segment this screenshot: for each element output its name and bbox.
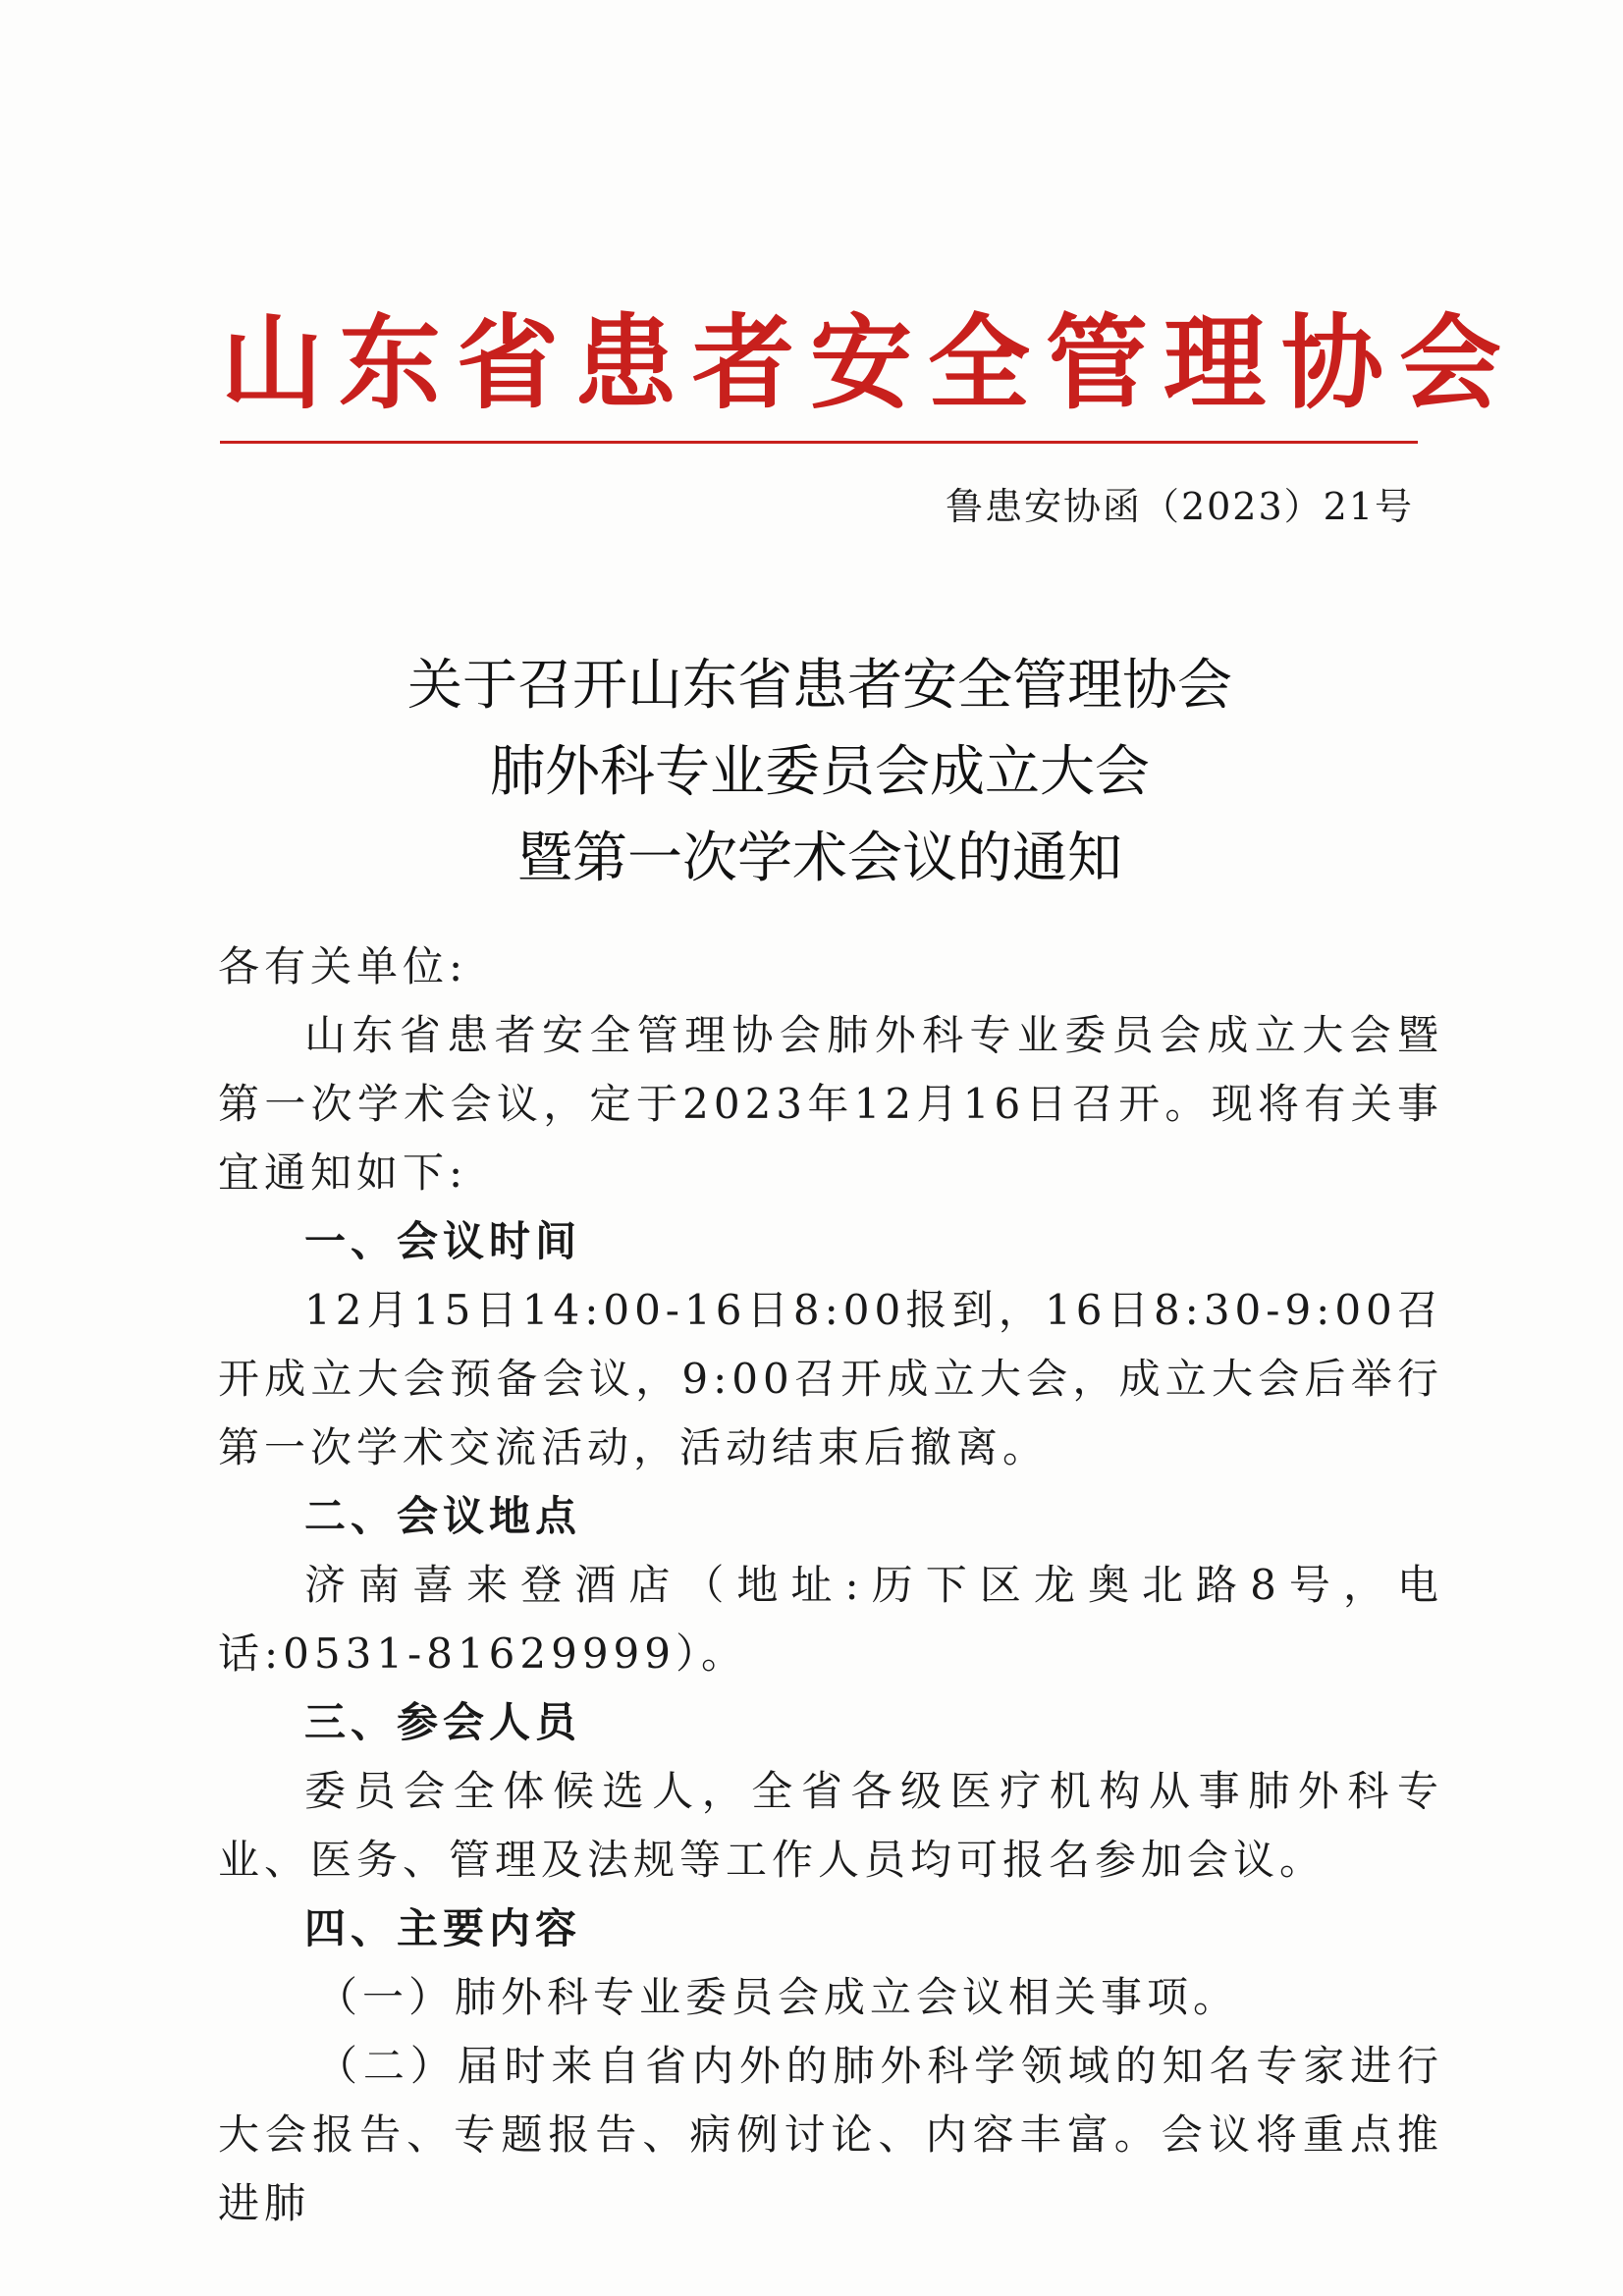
notice-title-line-1: 关于召开山东省患者安全管理协会	[407, 654, 1232, 718]
notice-body	[218, 933, 1443, 2238]
section-heading-time: 一、会议时间	[304, 1217, 582, 1265]
notice-title-line-3: 暨第一次学术会议的通知	[517, 827, 1122, 890]
content-item-1: （一）肺外科专业委员会成立会议相关事项。	[316, 1973, 1240, 2021]
salutation: 各有关单位:	[218, 942, 468, 990]
section-heading-content: 四、主要内容	[304, 1904, 582, 1952]
letterhead-red-rule	[220, 441, 1418, 444]
document-number: 鲁患安协函（2023）21号	[945, 485, 1414, 528]
org-letterhead-title: 山东省患者安全管理协会	[221, 302, 1518, 423]
content-item-2: （二）届时来自省内外的肺外科学领域的知名专家进行大会报告、专题报告、病例讨论、内容丰富。会议将重点推进肺	[218, 2042, 1443, 2227]
notice-title-line-2: 肺外科专业委员会成立大会	[490, 740, 1150, 804]
section-text-venue: 济南喜来登酒店（地址:历下区龙奥北路8号，电话:0531-81629999）。	[218, 1561, 1443, 1678]
notice-title	[221, 643, 1419, 902]
intro-paragraph: 山东省患者安全管理协会肺外科专业委员会成立大会暨第一次学术会议，定于2023年12月16日召开。现将有关事宜通知如下:	[218, 1011, 1443, 1197]
section-heading-attendees: 三、参会人员	[304, 1698, 582, 1746]
section-text-time: 12月15日14:00-16日8:00报到，16日8:30-9:00召开成立大会预备会议，9:00召开成立大会，成立大会后举行第一次学术交流活动，活动结束后撤离。	[218, 1286, 1443, 1471]
section-text-attendees: 委员会全体候选人，全省各级医疗机构从事肺外科专业、医务、管理及法规等工作人员均可报名参加会议。	[218, 1767, 1443, 1884]
section-heading-venue: 二、会议地点	[304, 1492, 582, 1540]
